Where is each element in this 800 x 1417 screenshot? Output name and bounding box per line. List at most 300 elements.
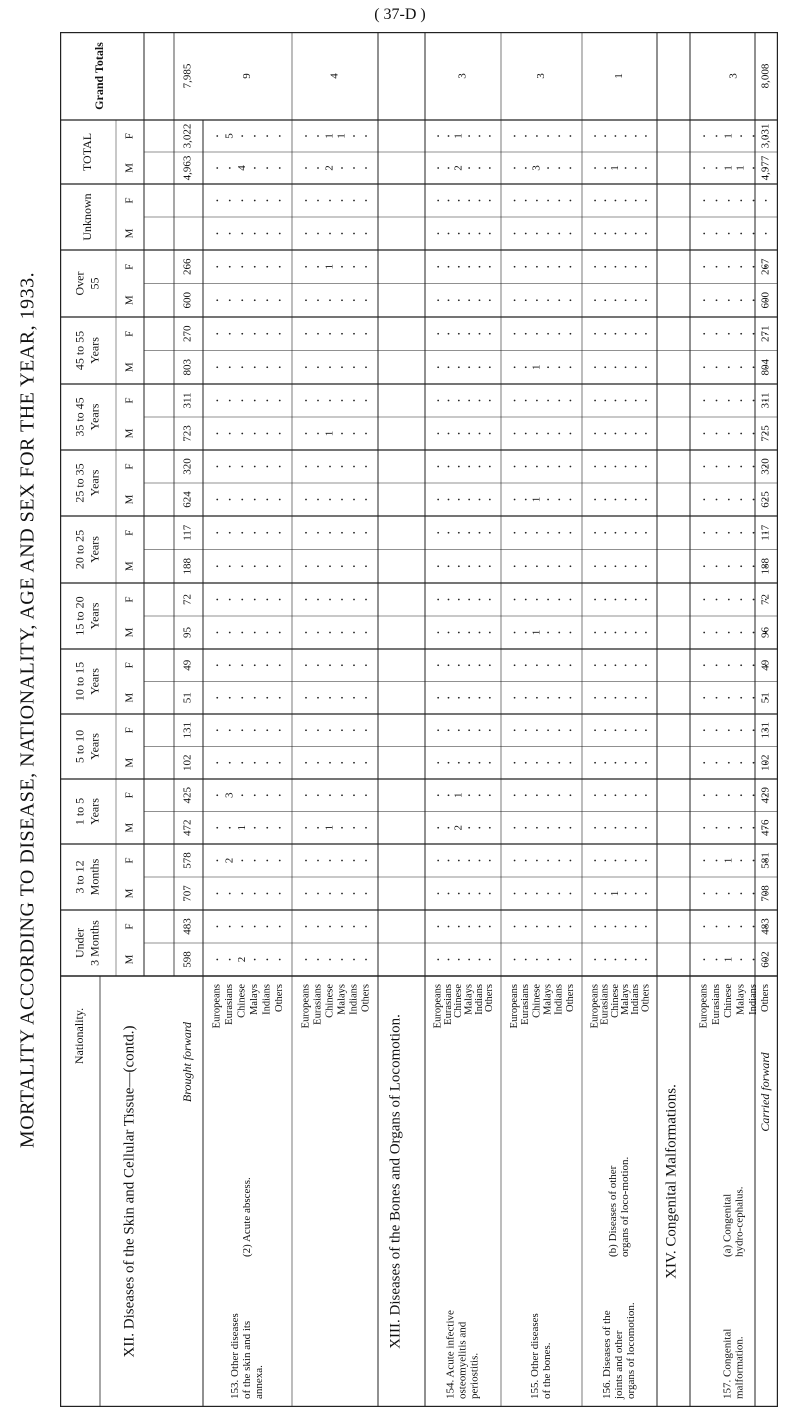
carried-forward-value: 476 (759, 819, 772, 836)
dot-leader (448, 794, 450, 796)
dot-leader (216, 959, 218, 961)
dot-leader (740, 860, 742, 862)
dot-leader (229, 599, 231, 601)
dot-leader (317, 926, 319, 928)
dot-leader (254, 266, 256, 268)
dot-leader (740, 233, 742, 235)
dot-leader (570, 366, 572, 368)
dot-leader (489, 893, 491, 895)
dot-leader (525, 959, 527, 961)
dot-leader (448, 697, 450, 699)
dot-leader (625, 860, 627, 862)
dot-leader (594, 200, 596, 202)
dot-leader (703, 959, 705, 961)
dot-leader (437, 135, 439, 137)
dot-leader (536, 762, 538, 764)
dot-leader (716, 333, 718, 335)
dot-leader (365, 565, 367, 567)
dot-leader (740, 499, 742, 501)
dot-leader (458, 366, 460, 368)
dot-leader (317, 697, 319, 699)
dot-leader (216, 466, 218, 468)
dot-leader (341, 599, 343, 601)
dot-leader (525, 466, 527, 468)
dot-leader (703, 664, 705, 666)
dot-leader (716, 729, 718, 731)
dot-leader (365, 926, 367, 928)
dot-leader (728, 499, 730, 501)
dot-leader (536, 400, 538, 402)
dot-leader (594, 762, 596, 764)
dot-leader (594, 366, 596, 368)
dot-leader (753, 893, 755, 895)
dot-leader (489, 233, 491, 235)
dot-leader (525, 762, 527, 764)
brought-forward-value: 270 (181, 325, 194, 342)
dot-leader (229, 400, 231, 402)
dot-leader (216, 499, 218, 501)
cell-value: 1 (323, 430, 336, 437)
cell-value: 1 (722, 857, 735, 864)
dot-leader (305, 827, 307, 829)
dot-leader (317, 466, 319, 468)
dot-leader (615, 233, 617, 235)
dot-leader (728, 599, 730, 601)
dot-leader (604, 433, 606, 435)
dot-leader (353, 135, 355, 137)
dot-leader (468, 135, 470, 137)
dot-leader (241, 632, 243, 634)
dot-leader (753, 366, 755, 368)
dot-leader (514, 266, 516, 268)
dot-leader (615, 266, 617, 268)
dot-leader (645, 632, 647, 634)
dot-leader (635, 697, 637, 699)
dot-leader (645, 200, 647, 202)
dot-leader (305, 959, 307, 961)
dot-leader (317, 729, 319, 731)
dot-leader (468, 565, 470, 567)
dot-leader (625, 233, 627, 235)
dot-leader (547, 860, 549, 862)
dot-leader (365, 366, 367, 368)
dot-leader (353, 200, 355, 202)
dot-leader (716, 400, 718, 402)
dot-leader (229, 433, 231, 435)
dot-leader (604, 532, 606, 534)
dot-leader (365, 400, 367, 402)
dot-leader (536, 466, 538, 468)
dot-leader (514, 299, 516, 301)
dot-leader (254, 827, 256, 829)
carried-forward-value: 581 (759, 852, 772, 869)
dot-leader (329, 893, 331, 895)
dot-leader (547, 762, 549, 764)
dot-leader (594, 167, 596, 169)
dot-leader (703, 200, 705, 202)
dot-leader (468, 664, 470, 666)
dot-leader (241, 266, 243, 268)
dot-leader (728, 664, 730, 666)
dot-leader (615, 827, 617, 829)
dot-leader (317, 664, 319, 666)
dot-leader (305, 466, 307, 468)
dot-leader (570, 135, 572, 137)
nationality-label: Indians (348, 984, 360, 1015)
cell-value: 1 (530, 496, 543, 503)
dot-leader (458, 632, 460, 634)
dot-leader (740, 433, 742, 435)
dot-leader (753, 697, 755, 699)
dot-leader (468, 860, 470, 862)
dot-leader (479, 366, 481, 368)
col-header-4: Years (87, 337, 102, 364)
cause-label-line: malformation. (733, 1336, 746, 1399)
col-header-1: TOTAL (79, 132, 94, 172)
carried-forward-value: 102 (759, 754, 772, 771)
dot-leader (353, 299, 355, 301)
dot-leader (468, 333, 470, 335)
dot-leader (341, 499, 343, 501)
dot-leader (341, 632, 343, 634)
dot-leader (615, 697, 617, 699)
dot-leader (645, 959, 647, 961)
dot-leader (635, 400, 637, 402)
dot-leader (753, 664, 755, 666)
dot-leader (458, 466, 460, 468)
cause-label-line: organs of locomotion. (625, 1302, 638, 1399)
dot-leader (728, 333, 730, 335)
dot-leader (514, 794, 516, 796)
section-title-xiv: XIV. Congenital Malformations. (663, 1084, 680, 1279)
nationality-header: Nationality. (71, 1007, 86, 1065)
dot-leader (448, 959, 450, 961)
dot-leader (305, 135, 307, 137)
dot-leader (547, 400, 549, 402)
dot-leader (558, 532, 560, 534)
dot-leader (570, 565, 572, 567)
dot-leader (525, 433, 527, 435)
dot-leader (341, 664, 343, 666)
dot-leader (448, 762, 450, 764)
dot-leader (740, 959, 742, 961)
dot-leader (635, 632, 637, 634)
dot-leader (241, 860, 243, 862)
dot-leader (479, 135, 481, 137)
dot-leader (740, 827, 742, 829)
dot-leader (279, 266, 281, 268)
dot-leader (437, 433, 439, 435)
dot-leader (645, 794, 647, 796)
dot-leader (448, 333, 450, 335)
dot-leader (365, 135, 367, 137)
dot-leader (437, 400, 439, 402)
dot-leader (448, 926, 450, 928)
brought-forward-value: 624 (181, 491, 194, 508)
dot-leader (489, 266, 491, 268)
dot-leader (558, 794, 560, 796)
dot-leader (437, 466, 439, 468)
dot-leader (266, 266, 268, 268)
dot-leader (645, 697, 647, 699)
dot-leader (468, 299, 470, 301)
dot-leader (740, 729, 742, 731)
carried-forward-value: 267 (759, 258, 772, 275)
dot-leader (341, 729, 343, 731)
dot-leader (625, 762, 627, 764)
dot-leader (365, 729, 367, 731)
nationality-label: Chinese (324, 984, 336, 1018)
nationality-label: Eurasians (710, 984, 722, 1025)
dot-leader (341, 233, 343, 235)
dot-leader (489, 959, 491, 961)
dot-leader (458, 233, 460, 235)
cause-sublabel-line: (a) Congenital (721, 1193, 734, 1257)
dot-leader (645, 167, 647, 169)
dot-leader (645, 400, 647, 402)
dot-leader (536, 827, 538, 829)
dot-leader (740, 333, 742, 335)
col-subheader-F: F (123, 529, 136, 536)
dot-leader (728, 200, 730, 202)
dot-leader (266, 893, 268, 895)
brought-forward-value: 3,022 (181, 123, 194, 149)
dot-leader (740, 299, 742, 301)
dot-leader (279, 299, 281, 301)
dot-leader (536, 333, 538, 335)
dot-leader (635, 299, 637, 301)
dot-leader (365, 299, 367, 301)
dot-leader (254, 565, 256, 567)
dot-leader (570, 532, 572, 534)
nationality-label: Others (360, 984, 372, 1012)
dot-leader (216, 860, 218, 862)
dot-leader (266, 697, 268, 699)
col-subheader-F: F (123, 330, 136, 337)
dot-leader (716, 697, 718, 699)
dot-leader (625, 466, 627, 468)
dot-leader (365, 200, 367, 202)
dot-leader (645, 266, 647, 268)
dot-leader (558, 827, 560, 829)
dot-leader (229, 926, 231, 928)
dot-leader (615, 599, 617, 601)
dot-leader (229, 827, 231, 829)
dot-leader (317, 433, 319, 435)
dot-leader (229, 266, 231, 268)
dot-leader (570, 433, 572, 435)
dot-leader (615, 400, 617, 402)
dot-leader (458, 200, 460, 202)
cause-sublabel-line: organs of loco-motion. (619, 1156, 632, 1257)
dot-leader (635, 762, 637, 764)
nationality-label: Europeans (698, 984, 710, 1029)
col-header-4: 45 to 55 (72, 330, 87, 371)
col-subheader-M: M (123, 757, 136, 768)
dot-leader (279, 433, 281, 435)
dot-leader (365, 233, 367, 235)
dot-leader (353, 466, 355, 468)
dot-leader (547, 433, 549, 435)
dot-leader (615, 433, 617, 435)
dot-leader (645, 827, 647, 829)
dot-leader (458, 400, 460, 402)
dot-leader (254, 200, 256, 202)
dot-leader (635, 233, 637, 235)
dot-leader (353, 893, 355, 895)
dot-leader (615, 299, 617, 301)
dot-leader (437, 599, 439, 601)
dot-leader (604, 167, 606, 169)
section-title-xiii: XIII. Diseases of the Bones and Organs of Locomotion. (387, 1014, 404, 1349)
dot-leader (448, 366, 450, 368)
cell-value: 1 (722, 956, 735, 963)
dot-leader (753, 299, 755, 301)
carried-forward-value: 117 (759, 524, 772, 541)
dot-leader (241, 299, 243, 301)
dot-leader (353, 266, 355, 268)
dot-leader (317, 794, 319, 796)
dot-leader (489, 200, 491, 202)
carried-forward-value: 3,031 (759, 123, 772, 149)
dot-leader (458, 893, 460, 895)
dot-leader (229, 366, 231, 368)
dot-leader (489, 762, 491, 764)
dot-leader (753, 762, 755, 764)
dot-leader (468, 200, 470, 202)
dot-leader (341, 167, 343, 169)
dot-leader (558, 697, 560, 699)
dot-leader (536, 599, 538, 601)
nationality-label: Others (640, 984, 652, 1012)
cause-grand-total: 3 (456, 73, 469, 79)
dot-leader (703, 599, 705, 601)
dot-leader (514, 632, 516, 634)
dot-leader (615, 135, 617, 137)
dot-leader (514, 233, 516, 235)
dot-leader (625, 599, 627, 601)
dot-leader (329, 794, 331, 796)
col-subheader-M: M (123, 888, 136, 899)
cell-value: 1 (335, 133, 348, 139)
dot-leader (479, 893, 481, 895)
dot-leader (635, 333, 637, 335)
cause-sublabel-line: hydro-cephalus. (733, 1186, 746, 1257)
dot-leader (728, 299, 730, 301)
dot-leader (305, 599, 307, 601)
col-header-12: 3 to 12 (72, 860, 87, 894)
dot-leader (625, 299, 627, 301)
dot-leader (716, 959, 718, 961)
dot-leader (305, 632, 307, 634)
dot-leader (570, 200, 572, 202)
dot-leader (279, 565, 281, 567)
dot-leader (525, 926, 527, 928)
dot-leader (216, 433, 218, 435)
dot-leader (437, 762, 439, 764)
dot-leader (468, 366, 470, 368)
dot-leader (329, 959, 331, 961)
dot-leader (329, 762, 331, 764)
dot-leader (229, 200, 231, 202)
dot-leader (753, 499, 755, 501)
dot-leader (305, 762, 307, 764)
dot-leader (317, 400, 319, 402)
dot-leader (353, 697, 355, 699)
dot-leader (305, 664, 307, 666)
dot-leader (625, 664, 627, 666)
dot-leader (547, 697, 549, 699)
dot-leader (536, 860, 538, 862)
dot-leader (448, 400, 450, 402)
dot-leader (341, 860, 343, 862)
dot-leader (341, 959, 343, 961)
dot-leader (365, 466, 367, 468)
dot-leader (558, 200, 560, 202)
col-subheader-M: M (123, 228, 136, 239)
dot-leader (536, 433, 538, 435)
dot-leader (716, 167, 718, 169)
dot-leader (216, 794, 218, 796)
dot-leader (341, 565, 343, 567)
cell-value: 3 (530, 165, 543, 171)
dot-leader (254, 664, 256, 666)
col-header-5: Years (87, 403, 102, 431)
dot-leader (458, 565, 460, 567)
dot-leader (753, 729, 755, 731)
brought-forward-value: 483 (181, 918, 194, 935)
dot-leader (716, 366, 718, 368)
nationality-label: Chinese (723, 984, 735, 1018)
dot-leader (514, 366, 516, 368)
col-header-5: 35 to 45 (72, 397, 87, 437)
dot-leader (353, 860, 355, 862)
dot-leader (266, 959, 268, 961)
dot-leader (216, 697, 218, 699)
dot-leader (317, 565, 319, 567)
dot-leader (317, 135, 319, 137)
dot-leader (594, 266, 596, 268)
dot-leader (479, 532, 481, 534)
dot-leader (625, 400, 627, 402)
dot-leader (437, 827, 439, 829)
dot-leader (570, 632, 572, 634)
dot-leader (305, 893, 307, 895)
dot-leader (625, 827, 627, 829)
dot-leader (594, 400, 596, 402)
dot-leader (558, 167, 560, 169)
dot-leader (514, 532, 516, 534)
nationality-label: Eurasians (520, 984, 532, 1025)
dot-leader (305, 697, 307, 699)
dot-leader (604, 794, 606, 796)
dot-leader (740, 565, 742, 567)
dot-leader (525, 532, 527, 534)
col-header-grand-totals: Grand Totals (91, 42, 106, 110)
dot-leader (489, 926, 491, 928)
cell-value: 1 (323, 133, 336, 139)
col-subheader-F: F (123, 397, 136, 404)
dot-leader (353, 959, 355, 961)
brought-forward-value: 598 (181, 951, 194, 968)
dot-leader (448, 233, 450, 235)
dot-leader (514, 893, 516, 895)
dot-leader (645, 499, 647, 501)
dot-leader (536, 794, 538, 796)
dot-leader (279, 632, 281, 634)
dot-leader (604, 499, 606, 501)
dot-leader (305, 200, 307, 202)
